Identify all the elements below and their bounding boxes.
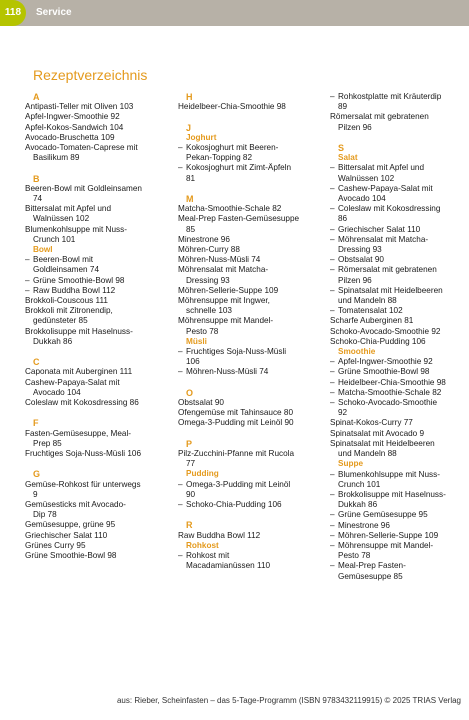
dash-marker: – bbox=[330, 489, 335, 499]
index-subentry-continuation bbox=[338, 245, 466, 255]
index-entry: Scharfe Auberginen 81 bbox=[330, 316, 414, 326]
index-entry: Möhren-Curry 88 bbox=[178, 245, 240, 255]
index-letter-heading: O bbox=[186, 387, 194, 398]
index-entry-continuation: Pesto 78 bbox=[186, 326, 219, 336]
index-subentry bbox=[330, 357, 466, 367]
index-subentry-text: und Mandeln 88 bbox=[338, 296, 397, 306]
index-entry: Möhren-Sellerie-Suppe 109 bbox=[178, 285, 279, 295]
index-subentry-text: 90 bbox=[186, 489, 196, 499]
index-subentry bbox=[330, 489, 466, 500]
dash-marker: – bbox=[178, 347, 183, 357]
index-subentry-text: Grüne Gemüsesuppe 95 bbox=[338, 510, 428, 520]
index-entry: Beeren-Bowl mit Goldleinsamen bbox=[25, 183, 142, 193]
index-entry-continuation: 9 bbox=[33, 489, 38, 499]
index-subentry-text: Kokosjoghurt mit Zimt-Äpfeln bbox=[186, 163, 292, 173]
index-subentry-text: Rohkostplatte mit Kräuterdip bbox=[338, 92, 442, 101]
index-subentry-text: Pesto 78 bbox=[338, 551, 371, 561]
index-subentry-text: Möhrensuppe mit Mandel- bbox=[338, 540, 434, 550]
index-subentry bbox=[330, 469, 466, 480]
index-subentry-text: 89 bbox=[338, 102, 348, 112]
dash-marker: – bbox=[330, 367, 335, 377]
index-entry: Römersalat mit gebratenen bbox=[330, 112, 429, 122]
index-subentry-continuation bbox=[338, 276, 466, 286]
index-subentry bbox=[330, 387, 466, 398]
dash-marker: – bbox=[330, 224, 335, 234]
index-subentry bbox=[330, 224, 466, 235]
dash-marker: – bbox=[330, 469, 335, 479]
index-subentry bbox=[330, 285, 466, 296]
index-subentry-text: Grüne Smoothie-Bowl 98 bbox=[33, 275, 125, 285]
dash-marker: – bbox=[330, 204, 335, 214]
index-subentry-continuation bbox=[338, 296, 466, 306]
dash-marker: – bbox=[178, 500, 183, 510]
dash-marker: – bbox=[330, 540, 335, 550]
index-subentry bbox=[178, 551, 326, 561]
index-entry-continuation: und Mandeln 88 bbox=[338, 449, 397, 459]
index-group-heading: Rohkost bbox=[186, 540, 219, 550]
index-entry: Meal-Prep Fasten-Gemüsesuppe bbox=[178, 214, 300, 224]
page-number-badge: 118 bbox=[0, 0, 26, 26]
index-entry: Brokkoli mit Zitronendip, bbox=[25, 306, 113, 316]
index-subentry-continuation bbox=[186, 561, 326, 571]
index-subentry-text: Blumenkohlsuppe mit Nuss- bbox=[338, 469, 440, 479]
index-subentry-continuation bbox=[338, 214, 466, 224]
index-entry-continuation: schnelle 103 bbox=[186, 306, 232, 316]
index-subentry-text: 81 bbox=[186, 173, 196, 183]
index-subentry-continuation bbox=[186, 153, 326, 163]
index-subentry-text: Bittersalat mit Apfel und bbox=[338, 163, 425, 173]
index-subentry-text: Gemüsesuppe 85 bbox=[338, 571, 403, 581]
dash-marker: – bbox=[178, 551, 183, 561]
index-subentry bbox=[330, 306, 466, 316]
index-subentry bbox=[330, 255, 466, 265]
index-entry-continuation: Basilikum 89 bbox=[33, 153, 80, 163]
dash-marker: – bbox=[330, 510, 335, 520]
index-subentry-text: Griechischer Salat 110 bbox=[338, 224, 421, 234]
index-entry: Coleslaw mit Kokosdressing 86 bbox=[25, 398, 139, 408]
dash-marker: – bbox=[178, 367, 183, 377]
index-subentry-text: Rohkost mit bbox=[186, 551, 230, 561]
index-subentry-continuation bbox=[33, 265, 173, 275]
section-label: Service bbox=[36, 7, 72, 18]
index-group-heading: Smoothie bbox=[338, 347, 376, 357]
index-entry: Apfel-Kokos-Sandwich 104 bbox=[25, 122, 124, 132]
index-entry-continuation: Pilzen 96 bbox=[338, 122, 372, 132]
index-subentry bbox=[330, 398, 466, 408]
index-subentry-text: Avocado 104 bbox=[338, 194, 386, 204]
index-subentry-text: Brokkolisuppe mit Haselnuss- bbox=[338, 489, 446, 499]
index-entry-continuation: 74 bbox=[33, 194, 43, 204]
index-subentry-continuation bbox=[338, 174, 466, 184]
index-subentry-text: Raw Buddha Bowl 112 bbox=[33, 285, 116, 295]
index-entry: Apfel-Ingwer-Smoothie 92 bbox=[25, 112, 120, 122]
index-entry: Spinatsalat mit Avocado 9 bbox=[330, 428, 425, 438]
dash-marker: – bbox=[330, 387, 335, 397]
index-entry: Avocado-Bruschetta 109 bbox=[25, 132, 115, 142]
index-subentry bbox=[178, 163, 326, 173]
index-entry-continuation: Dip 78 bbox=[33, 510, 57, 520]
index-entry-continuation: gedünsteter 85 bbox=[33, 316, 88, 326]
index-subentry bbox=[330, 510, 466, 520]
index-subentry-text: Dukkah 86 bbox=[338, 500, 378, 510]
index-subentry bbox=[330, 163, 466, 173]
index-subentry-text: Tomatensalat 102 bbox=[338, 306, 403, 316]
index-letter-heading: J bbox=[186, 122, 192, 133]
index-subentry-continuation bbox=[338, 572, 466, 582]
index-entry: Gemüsesticks mit Avocado- bbox=[25, 500, 126, 510]
dash-marker: – bbox=[178, 163, 183, 173]
index-subentry bbox=[330, 561, 466, 571]
index-subentry-text: Pekan-Topping 82 bbox=[186, 153, 253, 163]
index-entry: Schoko-Chia-Pudding 106 bbox=[330, 336, 426, 346]
index-subentry-continuation bbox=[338, 408, 466, 418]
index-entry: Möhren-Nuss-Müsli 74 bbox=[178, 255, 261, 265]
index-subentry-continuation bbox=[338, 194, 466, 204]
index-subentry-continuation bbox=[186, 490, 326, 500]
index-letter-heading: G bbox=[33, 469, 41, 480]
index-subentry bbox=[25, 255, 173, 265]
index-entry: Möhrensuppe mit Ingwer, bbox=[178, 296, 270, 306]
index-subentry-text: Grüne Smoothie-Bowl 98 bbox=[338, 367, 430, 377]
index-entry: Omega-3-Pudding mit Leinöl 90 bbox=[178, 418, 294, 428]
dash-marker: – bbox=[330, 306, 335, 316]
dash-marker: – bbox=[25, 255, 30, 265]
index-entry: Schoko-Avocado-Smoothie 92 bbox=[330, 326, 441, 336]
index-subentry bbox=[330, 204, 466, 214]
index-subentry-text: Macadamianüssen 110 bbox=[186, 561, 271, 571]
index-subentry bbox=[178, 500, 326, 510]
index-subentry-continuation bbox=[186, 174, 326, 184]
index-entry-continuation: 85 bbox=[186, 224, 196, 234]
dash-marker: – bbox=[178, 479, 183, 489]
index-subentry-continuation bbox=[338, 480, 466, 490]
index-subentry bbox=[330, 520, 466, 531]
page-title: Rezeptverzeichnis bbox=[33, 67, 148, 83]
index-group-heading: Joghurt bbox=[186, 132, 217, 142]
index-subentry bbox=[178, 367, 326, 377]
index-subentry-text: Meal-Prep Fasten- bbox=[338, 561, 406, 571]
index-entry: Brokkoli-Couscous 111 bbox=[25, 296, 108, 306]
index-entry: Gemüsesuppe, grüne 95 bbox=[25, 520, 116, 530]
index-subentry-text: Spinatsalat mit Heidelbeeren bbox=[338, 285, 443, 295]
index-subentry bbox=[178, 347, 326, 357]
index-entry: Heidelbeer-Chia-Smoothie 98 bbox=[178, 102, 286, 112]
index-entry: Raw Buddha Bowl 112 bbox=[178, 530, 261, 540]
index-letter-heading: S bbox=[338, 143, 345, 153]
index-entry-continuation: 77 bbox=[186, 459, 196, 469]
index-entry: Cashew-Papaya-Salat mit bbox=[25, 377, 120, 387]
index-subentry-text: Pilzen 96 bbox=[338, 275, 372, 285]
index-subentry-text: Möhren-Nuss-Müsli 74 bbox=[186, 367, 269, 377]
index-subentry bbox=[330, 377, 466, 388]
index-entry-continuation: Prep 85 bbox=[33, 438, 62, 448]
index-entry: Spinat-Kokos-Curry 77 bbox=[330, 418, 413, 428]
index-column-2 bbox=[178, 92, 326, 571]
index-subentry-text: Minestrone 96 bbox=[338, 520, 390, 530]
index-subentry-text: Möhrensalat mit Matcha- bbox=[338, 234, 429, 244]
index-subentry-text: Heidelbeer-Chia-Smoothie 98 bbox=[338, 377, 446, 387]
index-group-heading: Salat bbox=[338, 153, 358, 163]
dash-marker: – bbox=[330, 255, 335, 265]
dash-marker: – bbox=[25, 285, 30, 295]
index-subentry bbox=[25, 285, 173, 296]
index-subentry-text: Cashew-Papaya-Salat mit bbox=[338, 183, 433, 193]
index-subentry bbox=[330, 530, 466, 541]
index-letter-heading: A bbox=[33, 92, 40, 102]
dash-marker: – bbox=[330, 520, 335, 530]
dash-marker: – bbox=[330, 398, 335, 408]
index-entry-continuation: Walnüssen 102 bbox=[33, 214, 90, 224]
index-entry: Fasten-Gemüsesuppe, Meal- bbox=[25, 428, 132, 438]
index-entry: Matcha-Smoothie-Schale 82 bbox=[178, 204, 282, 214]
index-subentry-text: 106 bbox=[186, 357, 200, 367]
index-subentry-text: Walnüssen 102 bbox=[338, 173, 395, 183]
index-entry: Minestrone 96 bbox=[178, 234, 230, 244]
index-subentry-continuation bbox=[338, 551, 466, 561]
index-subentry bbox=[330, 265, 466, 275]
index-entry: Blumenkohlsuppe mit Nuss- bbox=[25, 224, 127, 234]
index-entry-continuation: Crunch 101 bbox=[33, 234, 76, 244]
index-group-heading: Müsli bbox=[186, 336, 207, 346]
index-group-heading: Bowl bbox=[33, 245, 53, 255]
dash-marker: – bbox=[25, 275, 30, 285]
index-subentry bbox=[178, 479, 326, 490]
index-subentry bbox=[330, 540, 466, 551]
index-group-heading: Pudding bbox=[186, 469, 219, 479]
index-entry: Brokkolisuppe mit Haselnuss- bbox=[25, 326, 133, 336]
index-entry: Fruchtiges Soja-Nuss-Müsli 106 bbox=[25, 449, 142, 459]
dash-marker: – bbox=[330, 285, 335, 295]
index-entry: Obstsalat 90 bbox=[178, 398, 224, 408]
index-entry: Ofengemüse mit Tahinsauce 80 bbox=[178, 408, 293, 418]
index-entry: Griechischer Salat 110 bbox=[25, 530, 108, 540]
dash-marker: – bbox=[330, 163, 335, 173]
index-letter-heading: R bbox=[186, 520, 193, 531]
index-subentry-text: Fruchtiges Soja-Nuss-Müsli bbox=[186, 347, 287, 357]
index-subentry-text: Kokosjoghurt mit Beeren- bbox=[186, 143, 279, 152]
index-entry-continuation: Dressing 93 bbox=[186, 275, 230, 285]
index-subentry-text: Matcha-Smoothie-Schale 82 bbox=[338, 387, 442, 397]
index-subentry-text: Apfel-Ingwer-Smoothie 92 bbox=[338, 357, 433, 367]
index-column-1 bbox=[25, 92, 173, 561]
index-group-heading: Suppe bbox=[338, 459, 364, 469]
index-entry: Grüne Smoothie-Bowl 98 bbox=[25, 551, 117, 561]
index-subentry bbox=[178, 143, 326, 153]
index-letter-heading: P bbox=[186, 438, 193, 449]
index-subentry-text: Schoko-Avocado-Smoothie bbox=[338, 398, 438, 408]
index-entry: Möhrensalat mit Matcha- bbox=[178, 265, 269, 275]
index-letter-heading: H bbox=[186, 92, 193, 102]
index-subentry-text: Omega-3-Pudding mit Leinöl bbox=[186, 479, 291, 489]
index-subentry-text: Crunch 101 bbox=[338, 479, 381, 489]
dash-marker: – bbox=[330, 92, 335, 101]
index-subentry-continuation bbox=[338, 102, 466, 112]
dash-marker: – bbox=[178, 143, 183, 152]
index-subentry-continuation bbox=[186, 357, 326, 367]
index-subentry bbox=[330, 367, 466, 377]
index-subentry-text: 92 bbox=[338, 408, 348, 418]
index-subentry-text: Möhren-Sellerie-Suppe 109 bbox=[338, 530, 439, 540]
index-entry: Bittersalat mit Apfel und bbox=[25, 204, 112, 214]
footer-credit: aus: Rieber, Scheinfasten – das 5-Tage-Programm (ISBN 9783432119915) © 2025 TRIAS Verlag bbox=[116, 696, 461, 705]
index-entry: Pilz-Zucchini-Pfanne mit Rucola bbox=[178, 449, 295, 459]
index-entry-continuation: Dukkah 86 bbox=[33, 336, 73, 346]
index-subentry-text: Schoko-Chia-Pudding 106 bbox=[186, 500, 282, 510]
dash-marker: – bbox=[330, 530, 335, 540]
index-entry: Grünes Curry 95 bbox=[25, 540, 86, 550]
index-subentry-text: Obstsalat 90 bbox=[338, 255, 384, 265]
index-subentry-text: Dressing 93 bbox=[338, 245, 382, 255]
dash-marker: – bbox=[330, 234, 335, 244]
index-subentry-text: Coleslaw mit Kokosdressing bbox=[338, 204, 441, 214]
index-entry: Gemüse-Rohkost für unterwegs bbox=[25, 479, 141, 489]
dash-marker: – bbox=[330, 377, 335, 387]
dash-marker: – bbox=[330, 357, 335, 367]
index-letter-heading: F bbox=[33, 418, 39, 429]
index-entry-continuation: Avocado 104 bbox=[33, 387, 81, 397]
index-entry: Möhrensuppe mit Mandel- bbox=[178, 316, 274, 326]
dash-marker: – bbox=[330, 561, 335, 571]
index-subentry-text: Goldleinsamen 74 bbox=[33, 265, 99, 275]
dash-marker: – bbox=[330, 183, 335, 193]
index-letter-heading: M bbox=[186, 194, 194, 204]
index-subentry-continuation bbox=[338, 500, 466, 510]
index-entry: Antipasti-Teller mit Oliven 103 bbox=[25, 102, 134, 112]
index-entry: Avocado-Tomaten-Caprese mit bbox=[25, 143, 138, 153]
index-subentry bbox=[330, 183, 466, 194]
index-subentry-text: Beeren-Bowl mit bbox=[33, 255, 94, 265]
index-letter-heading: B bbox=[33, 173, 40, 184]
index-subentry bbox=[330, 92, 466, 102]
header-bar bbox=[0, 0, 469, 26]
index-subentry-text: 86 bbox=[338, 214, 348, 224]
index-subentry bbox=[330, 234, 466, 245]
index-entry: Caponata mit Auberginen 111 bbox=[25, 367, 133, 377]
index-entry: Spinatsalat mit Heidelbeeren bbox=[330, 438, 435, 448]
index-letter-heading: C bbox=[33, 357, 40, 368]
dash-marker: – bbox=[330, 265, 335, 275]
index-subentry bbox=[25, 275, 173, 286]
index-subentry-text: Römersalat mit gebratenen bbox=[338, 265, 437, 275]
index-column-3 bbox=[330, 92, 466, 582]
